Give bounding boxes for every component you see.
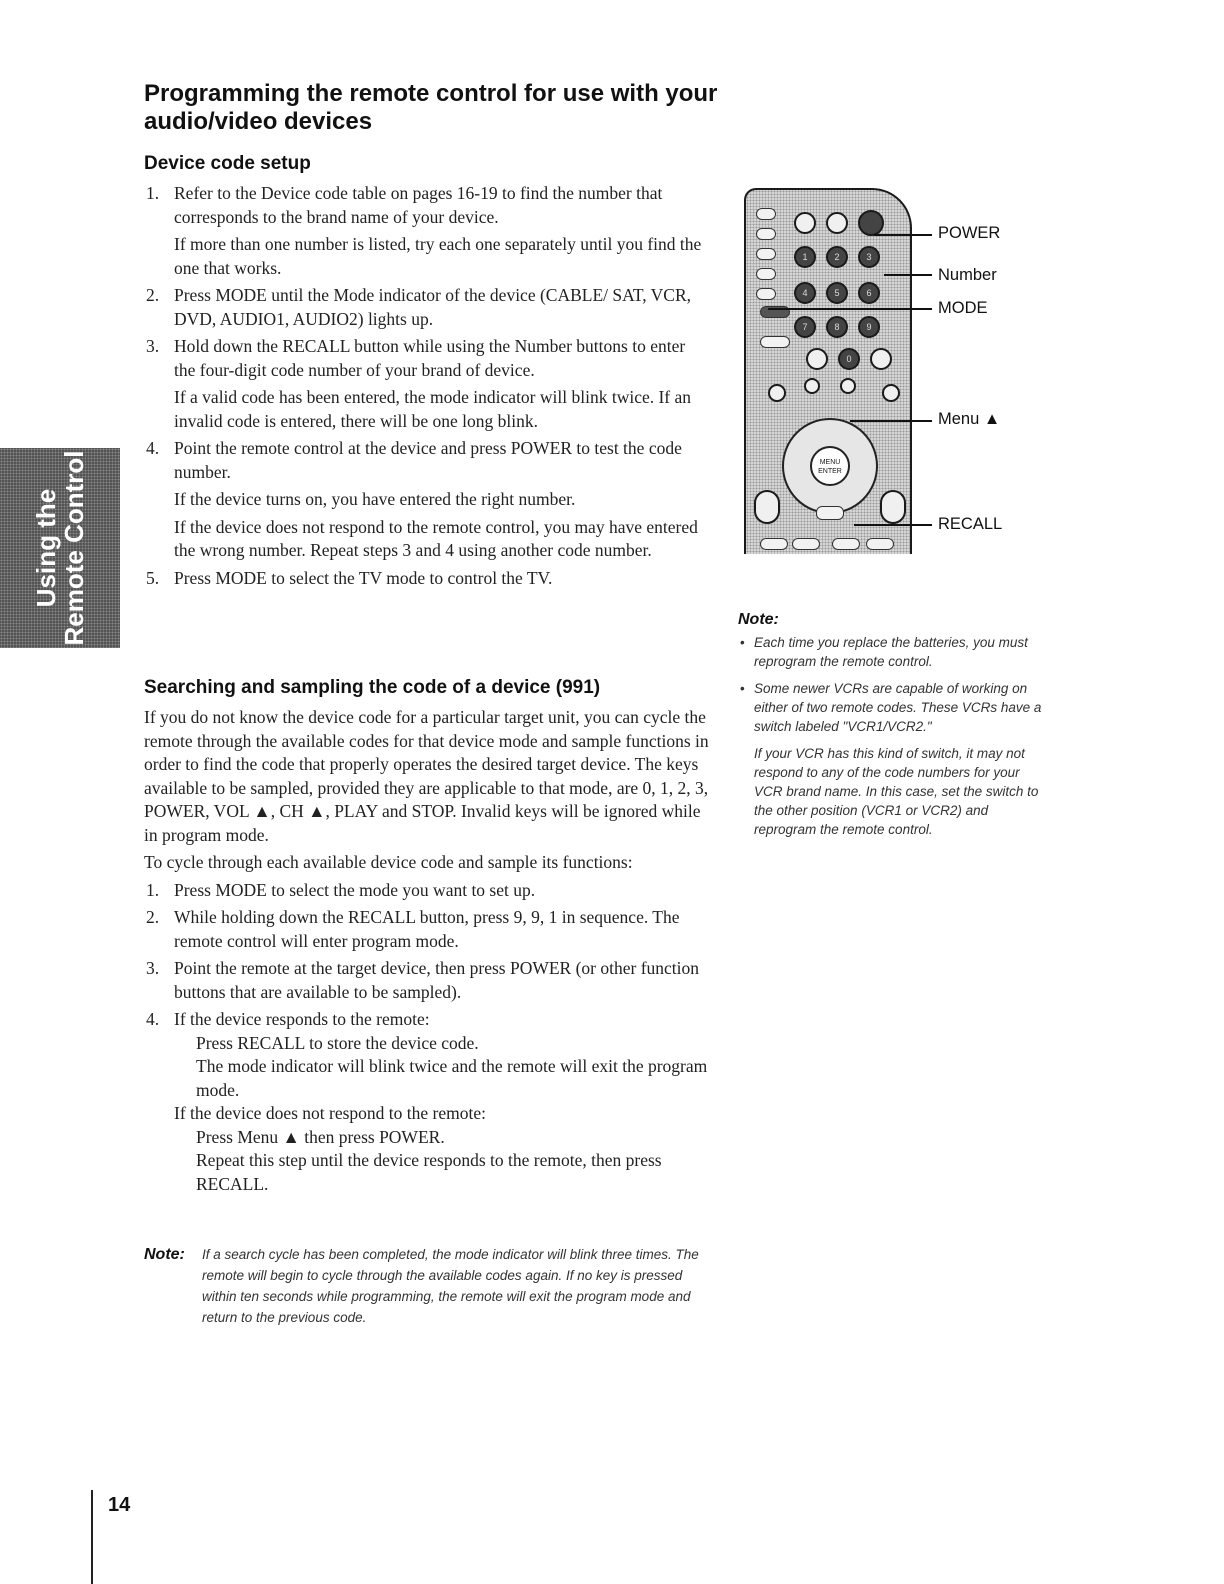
small-button-icon [882,384,900,402]
number-button-icon: 1 [794,246,816,268]
number-button-icon: 7 [794,316,816,338]
list-item: 4. Point the remote control at the device and press POWER to test the code number. If the device turns on, you have entered the right number. If the device does not respond to the remote control, you may have entered the wrong number. Repeat steps 3 and 4 using another code number. [146,438,698,560]
menu-enter-button-icon: MENU ENTER [810,446,850,486]
recall-button-icon [832,538,860,550]
page-divider [91,1490,93,1584]
list-item: • Some newer VCRs are capable of working on either of two remote codes. These VCRs have a switch labeled "VCR1/VCR2." If your VCR has this kind of switch, it may not respond to any of the code numbers for your VCR brand name. In this case, set the switch to the other position (VCR1 or VCR2) and reprogram the remote control. [740,681,1042,837]
list-item: 3. Point the remote at the target device, then press POWER (or other function buttons that are available to be sampled). [146,958,700,1002]
mode-indicator-icon [756,268,776,280]
search-sample-section [144,676,710,1198]
bottom-button-icon [760,538,788,550]
power-button-icon [858,210,884,236]
recall-callout: RECALL [938,515,1003,533]
mode-indicator-icon [756,208,776,220]
side-note [738,610,1048,847]
list-item: 1. Press MODE to select the mode you want to set up. [146,879,536,900]
side-note-title: Note: [738,611,779,628]
section-tab-label: Using the Remote Control [31,450,89,646]
small-button-icon [768,384,786,402]
bottom-button-icon [866,538,894,550]
mode-leader-line [768,308,932,310]
device-code-setup-section [144,152,710,594]
channel-rocker-icon [754,490,780,524]
section-tab [0,448,120,648]
page-title: Programming the remote control for use with your audio/video devices [144,80,718,135]
remote-control-body [744,188,912,554]
sleep-button-icon [826,212,848,234]
enter-button-icon [870,348,892,370]
bottom-note [144,1244,714,1328]
search-sample-heading: Searching and sampling the code of a device (991) [144,677,601,698]
remote-illustration [744,188,1044,558]
mode-callout: MODE [938,299,988,317]
bottom-button-icon [792,538,820,550]
number-button-icon: 4 [794,282,816,304]
search-steps [144,879,710,1197]
recall-small-button-icon [760,336,790,348]
list-item: 5. Press MODE to select the TV mode to control the TV. [146,567,553,588]
number-leader-line [884,274,932,276]
mode-indicator-icon [756,228,776,240]
menu-leader-line [850,420,932,422]
number-button-icon: 5 [826,282,848,304]
volume-rocker-icon [880,490,906,524]
bottom-note-text: If a search cycle has been completed, the mode indicator will blink three times. The remote will begin to cycle through the available codes again. If no key is pressed within ten seconds while programming, the remote will exit the program mode and return to the previous code. [202,1247,699,1325]
light-button-icon [794,212,816,234]
100-button-icon [806,348,828,370]
mode-indicator-icon [756,288,776,300]
bottom-note-label: Note: [144,1246,185,1263]
search-lead: To cycle through each available device code and sample its functions: [144,852,633,872]
list-item: 2. Press MODE until the Mode indicator of the device (CABLE/ SAT, VCR, DVD, AUDIO1, AUDIO2) lights up. [146,285,692,329]
list-item: 3. Hold down the RECALL button while using the Number buttons to enter the four-digit code number of your brand of device. If a valid code has been entered, the mode indicator will blink twice. If an invalid code is entered, there will be one long blink. [146,336,692,431]
mode-indicator-icon [756,248,776,260]
number-button-icon: 0 [838,348,860,370]
recall-leader-line [854,524,932,526]
power-leader-line [874,234,932,236]
search-intro: If you do not know the device code for a particular target unit, you can cycle the remote through the available codes for that device mode and sample functions in order to find the code that properly operates the desired target device. The keys available to be sampled, provided they are applicable to that mode, are 0, 1, 2, 3, POWER, VOL ▲, CH ▲, PLAY and STOP. Invalid keys will be ignored while in program mode. [144,707,709,845]
number-button-icon: 2 [826,246,848,268]
exit-button-icon [816,506,844,520]
number-callout: Number [938,266,997,284]
list-item: • Each time you replace the batteries, you must reprogram the remote control. [740,635,1028,669]
list-item: 2. While holding down the RECALL button, press 9, 9, 1 in sequence. The remote control will enter program mode. [146,907,680,951]
small-button-icon [840,378,856,394]
number-button-icon: 6 [858,282,880,304]
navigation-ring-icon [782,418,878,514]
page-number: 14 [108,1494,131,1516]
number-button-icon: 9 [858,316,880,338]
device-code-setup-heading: Device code setup [144,153,311,174]
number-button-icon: 3 [858,246,880,268]
list-item: 4. If the device responds to the remote: Press RECALL to store the device code. The mode indicator will blink twice and the remote will exit the program mode. If the device does not respond to the remote: Press Menu ▲ then press POWER. Repeat this step until the device responds to the remote, then press RECALL. [146,1009,708,1194]
side-note-list [738,633,1048,839]
small-button-icon [804,378,820,394]
power-callout: POWER [938,224,1001,242]
menu-callout: Menu ▲ [938,410,1001,428]
list-item: 1. Refer to the Device code table on pages 16-19 to find the number that corresponds to the brand name of your device. If more than one number is listed, try each one separately until you find the one that works. [146,183,702,278]
number-button-icon: 8 [826,316,848,338]
device-setup-steps [144,182,710,590]
